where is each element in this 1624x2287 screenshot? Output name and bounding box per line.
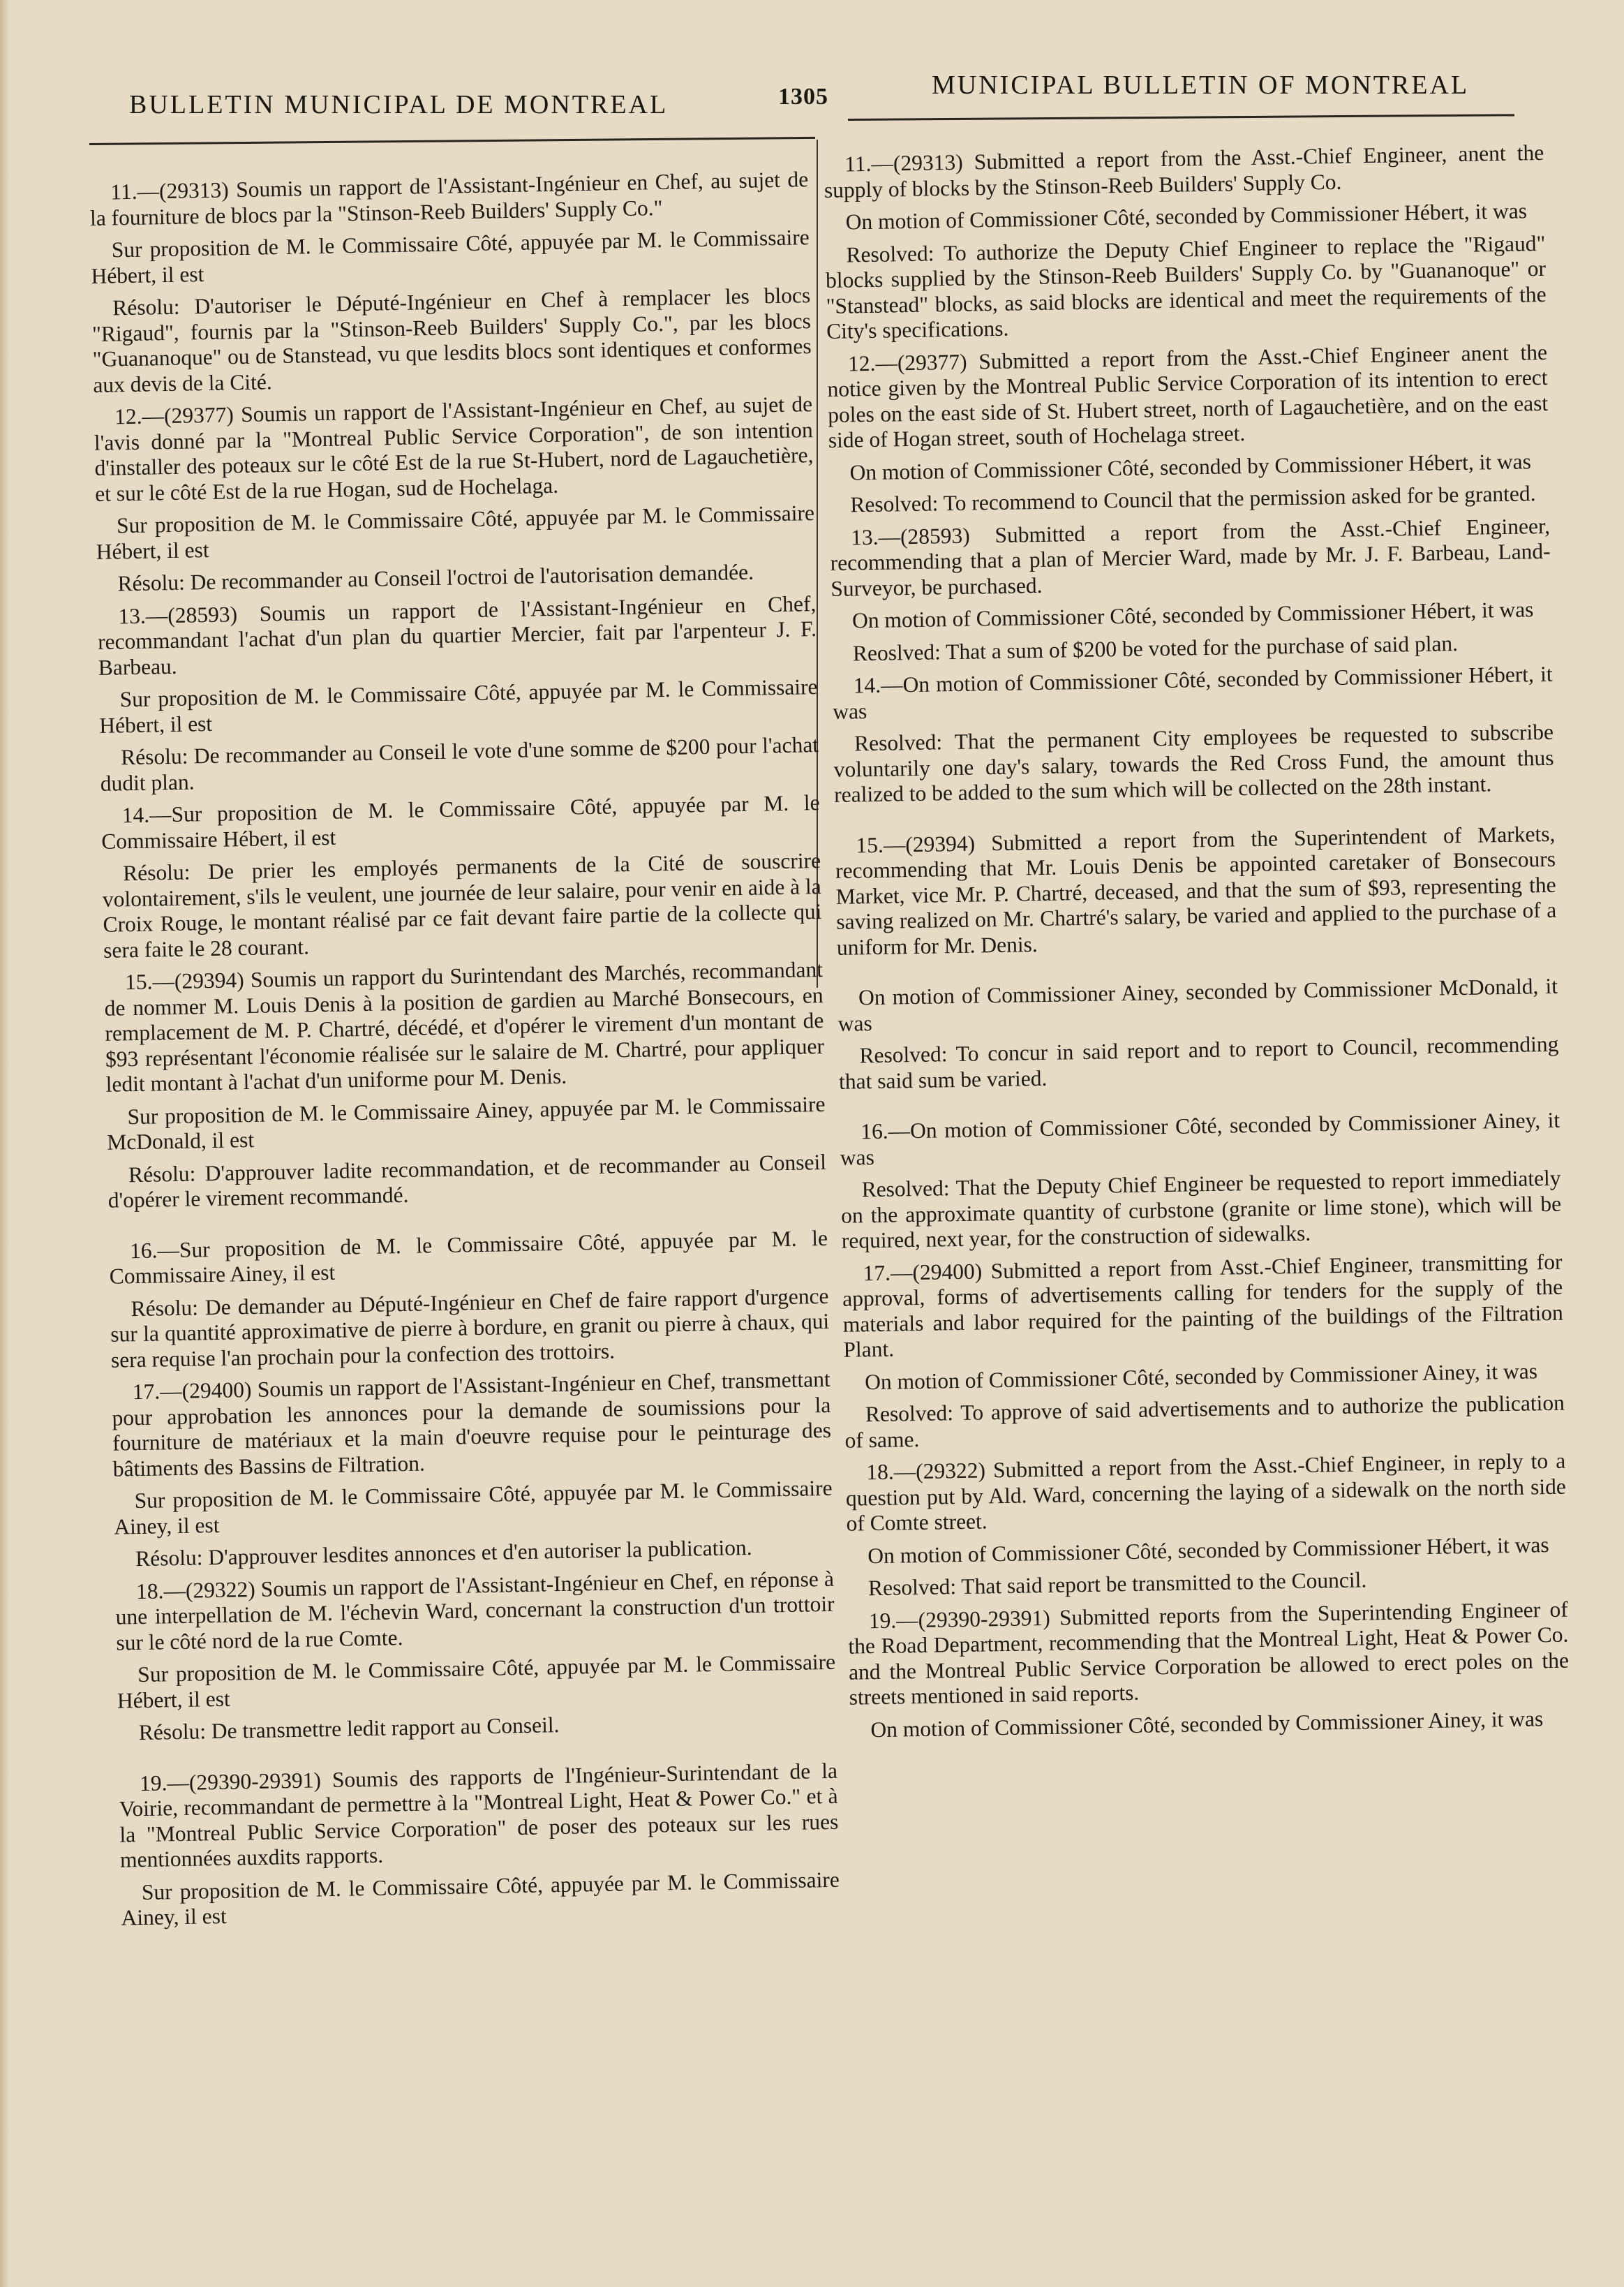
paragraph-fr-15: 15.—(29394) Soumis un rapport du Surintendant des Marchés, recommandant de nommer M. Louis Denis à la position de gardien au Marché Bonsecours, en remplacement de M. P. Chartré, décédé, et d'opérer le virement d'un montant de $93 représentant l'économie réalisée sur le salaire de M. Chartré, pour appliquer ledit montant à l'achat d'un uniforme pour M. Denis. [104,956,825,1097]
paragraph-fr-19: 19.—(29390-29391) Soumis des rapports de l'Ingénieur-Surintendant de la Voirie, recommandant de permettre à la "Montreal Light, Heat & Power Co." et à la "Montreal Public Service Corporation" de poser des poteaux sur les rues mentionnées auxdits rapports. [119,1758,839,1872]
paragraph-en-12: 12.—(29377) Submitted a report from the Asst.-Chief Engineer anent the notice given by the Montreal Public Service Corporation of its intention to erect poles on the east side of St. Hubert street, north of Lagauchetière, and on the east side of Hogan street, south of Hochelaga street. [827,339,1549,452]
paragraph-en-18: 18.—(29322) Submitted a report from the Asst.-Chief Engineer, in reply to a question put by Ald. Ward, concerning the laying of a sidewalk on the north side of Comte street. [845,1448,1567,1536]
motion-fr-19: Sur proposition de M. le Commissaire Côté, appuyée par M. le Commissaire Ainey, il est [121,1867,840,1930]
motion-en-17: On motion of Commissioner Côté, seconded by Commissioner Ainey, it was [864,1358,1538,1394]
motion-en-15: On motion of Commissioner Ainey, seconded by Commissioner McDonald, it was [837,973,1558,1036]
paragraph-fr-13: 13.—(28593) Soumis un rapport de l'Assistant-Ingénieur en Chef, recommandant l'achat d'un plan du quartier Mercier, fait par l'arpenteur J. F. Barbeau. [97,591,817,680]
resolution-en-18: Resolved: That said report be transmitted to the Council. [867,1567,1367,1601]
paragraph-en-16: 16.—On motion of Commissioner Côté, seconded by Commissioner Ainey, it was [840,1107,1560,1170]
resolution-fr-13: Résolu: De recommander au Conseil le vote d'une somme de $200 pour l'achat dudit plan. [100,732,819,796]
paragraph-fr-16: 16.—Sur proposition de M. le Commissaire Côté, appuyée par M. le Commissaire Ainey, il est [109,1225,828,1289]
motion-fr-13: Sur proposition de M. le Commissaire Côté, appuyée par M. le Commissaire Hébert, il est [98,674,818,738]
header-rule-right [848,114,1514,121]
resolution-en-15: Resolved: To concur in said report and to report to Council, recommending that said sum be varied. [838,1031,1559,1094]
paragraph-en-19: 19.—(29390-29391) Submitted reports from the Superintending Engineer of the Road Department, recommending that the Montreal Light, Heat & Power Co. and the Montreal Public Service Corporation be allowed to erect poles on the streets mentioned in said reports. [848,1597,1570,1710]
motion-en-13: On motion of Commissioner Côté, seconded by Commissioner Hébert, it was [851,597,1534,633]
motion-fr-18: Sur proposition de M. le Commissaire Côté, appuyée par M. le Commissaire Hébert, il est [117,1649,836,1713]
resolution-fr-12: Résolu: De recommander au Conseil l'octroi de l'autorisation demandée. [117,559,754,596]
resolution-fr-15: Résolu: D'approuver ladite recommandation, et de recommander au Conseil d'opérer le virement recommandé. [107,1149,827,1213]
resolution-fr-16: Résolu: De demander au Député-Ingénieur en Chef de faire rapport d'urgence sur la quantité approximative de pierre à bordure, en granit ou pierre à chaux, qui sera requise l'an prochain pour la confection des trottoirs. [110,1283,830,1372]
resolution-en-14: Resolved: That the permanent City employees be requested to subscribe voluntarily one day's salary, towards the Red Cross Fund, the amount thus realized to be added to the sum which will be collected on the 28th instant. [833,719,1554,807]
paragraph-fr-14: 14.—Sur proposition de M. le Commissaire Côté, appuyée par M. le Commissaire Hébert, il est [101,790,820,854]
resolution-fr-14: Résolu: De prier les employés permanents de la Cité de souscrire volontairement, s'ils le veulent, une journée de leur salaire, pour venir en aide à la Croix Rouge, le montant réalisé par ce fait devant faire partie de la collecte qui sera faite le 28 courant. [102,848,822,963]
english-column [824,140,1570,1750]
motion-fr-11: Sur proposition de M. le Commissaire Côté, appuyée par M. le Commissaire Hébert, il est [91,225,810,288]
header-rule-left [89,137,815,145]
page-number: 1305 [778,84,828,110]
motion-en-19: On motion of Commissioner Côté, seconded by Commissioner Ainey, it was [870,1705,1544,1742]
paragraph-fr-18: 18.—(29322) Soumis un rapport de l'Assistant-Ingénieur en Chef, en réponse à une interpellation de M. l'échevin Ward, concernant la construction d'un trottoir sur le côté nord de la rue Comte. [115,1566,835,1655]
paragraph-fr-11: 11.—(29313) Soumis un rapport de l'Assistant-Ingénieur en Chef, au sujet de la fourniture de blocs par la "Stinson-Reeb Builders' Supply Co." [89,167,809,230]
paragraph-en-15: 15.—(29394) Submitted a report from the Superintendent of Markets, recommending that Mr. Louis Denis be appointed caretaker of Bonsecours Market, vice Mr. P. Chartré, deceased, and that the sum of $93, representing the saving realized on Mr. Chartré's salary, be varied and applied to the purchase of a uniform for Mr. Denis. [835,821,1557,960]
resolution-en-12: Resolved: To recommend to Council that the permission asked for be granted. [850,481,1536,517]
resolution-en-13: Reoslved: That a sum of $200 be voted for the purchase of said plan. [852,630,1459,665]
header-title-english: MUNICIPAL BULLETIN OF MONTREAL [932,71,1470,100]
paragraph-en-11: 11.—(29313) Submitted a report from the Asst.-Chief Engineer, anent the supply of blocks by the Stinson-Reeb Builders' Supply Co. [824,140,1544,202]
paragraph-en-14: 14.—On motion of Commissioner Côté, seconded by Commissioner Hébert, it was [832,661,1553,724]
resolution-fr-17: Résolu: D'approuver lesdites annonces et d'en autoriser la publication. [135,1534,752,1571]
motion-fr-17: Sur proposition de M. le Commissaire Côté, appuyée par M. le Commissaire Ainey, il est [114,1475,833,1539]
resolution-fr-11: Résolu: D'autoriser le Député-Ingénieur en Chef à remplacer les blocs "Rigaud", fournis par la "Stinson-Reeb Builders' Supply Co.", par les blocs "Guananoque" ou de Stanstead, vu que lesdits blocs sont identiques et conformes aux devis de la Cité. [91,283,812,397]
motion-en-11: On motion of Commissioner Côté, seconded by Commissioner Hébert, it was [845,198,1528,235]
paragraph-fr-12: 12.—(29377) Soumis un rapport de l'Assistant-Ingénieur en Chef, au sujet de l'avis donné par la "Montreal Public Service Corporation", de son intention d'installer des poteaux sur le côté Est de la rue St-Hubert, nord de Lagauchetière, et sur le côté Est de la rue Hogan, sud de Hochelaga. [94,392,814,506]
motion-en-18: On motion of Commissioner Côté, seconded by Commissioner Hébert, it was [867,1532,1549,1568]
paragraph-fr-17: 17.—(29400) Soumis un rapport de l'Assistant-Ingénieur en Chef, transmettant pour approbation les annonces pour la demande de soumissions pour la fourniture de matériaux et la main d'oeuvre requise pour le peinturage des bâtiments des Bassins de Filtration. [112,1366,832,1481]
motion-fr-15: Sur proposition de M. le Commissaire Ainey, appuyée par M. le Commissaire McDonald, il est [106,1091,826,1155]
resolution-fr-18: Résolu: De transmettre ledit rapport au Conseil. [138,1712,560,1745]
resolution-en-16: Resolved: That the Deputy Chief Engineer be requested to report immediately on the approximate quantity of curbstone (granite or lime stone), which will be required, next year, for the construction of sidewalks. [840,1165,1562,1253]
motion-en-12: On motion of Commissioner Côté, seconded by Commissioner Hébert, it was [849,448,1532,484]
french-column [89,167,840,1938]
paragraph-en-17: 17.—(29400) Submitted a report from Asst.-Chief Engineer, transmitting for approval, forms of advertisements calling for tenders for the supply of the materials and labor required for the painting of the buildings of the Filtration Plant. [842,1249,1563,1362]
resolution-en-11: Resolved: To authorize the Deputy Chief Engineer to replace the "Rigaud" blocks supplied by the Stinson-Reeb Builders' Supply Co. by "Guananoque" or "Stanstead" blocks, as said blocks are identical and meet the requirements of the City's specifications. [825,230,1547,343]
header-title-french: BULLETIN MUNICIPAL DE MONTREAL [129,90,669,119]
paragraph-en-13: 13.—(28593) Submitted a report from the Asst.-Chief Engineer, recommending that a plan of Mercier Ward, made by Mr. J. F. Barbeau, Land-Surveyor, be purchased. [830,513,1551,601]
resolution-en-17: Resolved: To approve of said advertisements and to authorize the publication of same. [844,1390,1565,1453]
page-edge [0,0,10,2287]
motion-fr-12: Sur proposition de M. le Commissaire Côté, appuyée par M. le Commissaire Hébert, il est [96,501,815,564]
